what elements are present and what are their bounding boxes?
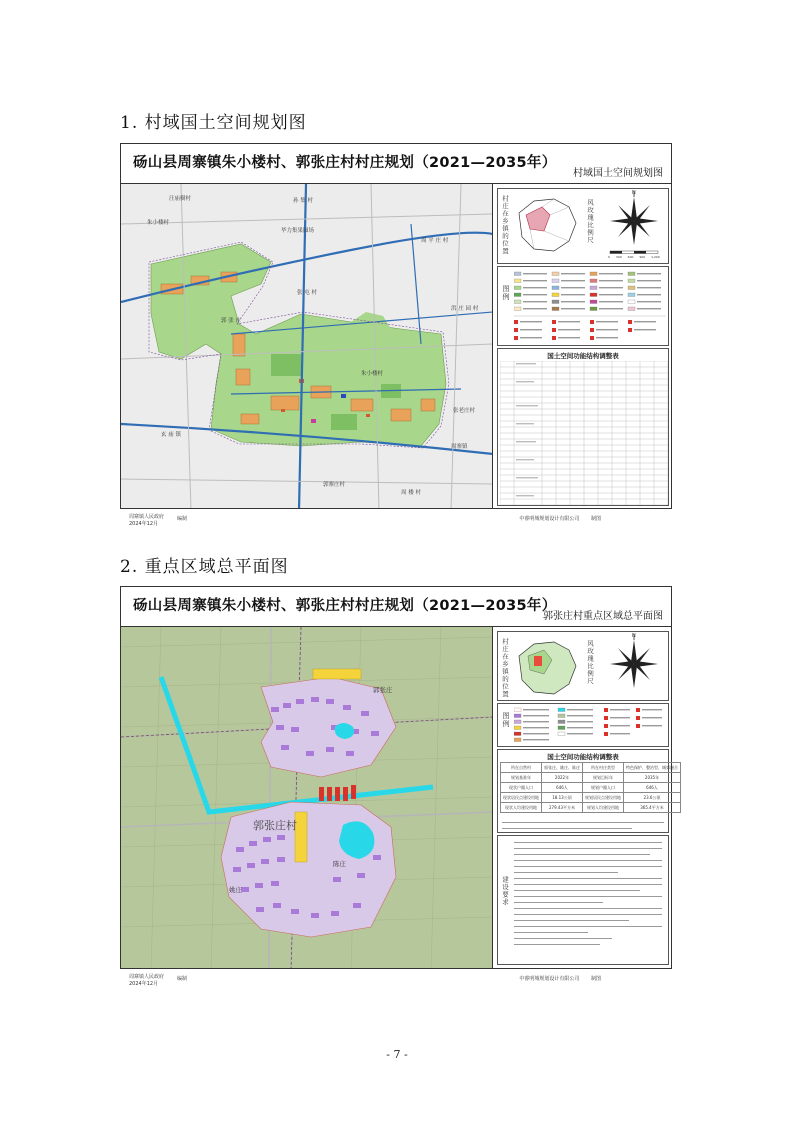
scale-tick: 0	[608, 255, 610, 259]
key-area-map	[121, 627, 493, 968]
page-number: - 7 -	[386, 1048, 408, 1061]
map-label: 玄 庙 镇	[161, 432, 181, 438]
sheet-title-bar	[121, 144, 671, 184]
table-cell: 现状户籍人口	[501, 783, 542, 793]
scale-labels	[608, 255, 660, 259]
sheet-title-bar	[121, 587, 671, 627]
table-cell: 规划目标年	[583, 773, 624, 783]
map-label: 周 楼 村	[401, 490, 421, 496]
key-area-plan-sheet	[120, 586, 678, 987]
requirements-box	[497, 835, 669, 965]
township-location-map	[514, 193, 580, 257]
footer-designer-name: 中睿明城规划设计有限公司	[519, 516, 580, 522]
plan-table	[500, 762, 681, 813]
footer-compiled: 编制	[177, 976, 188, 982]
scale-tick: 900	[639, 255, 646, 259]
map-label: 郭寨庄村	[323, 482, 346, 488]
sheet-main-title: 砀山县周寨镇朱小楼村、郭张庄村村庄规划（2021—2035年）	[133, 155, 557, 171]
footer-government-name: 周寨镇人民政府	[129, 974, 165, 980]
map-label: 朱小楼村	[147, 220, 170, 226]
table-cell: 规划人均建设用地	[583, 803, 624, 813]
legend-box	[497, 266, 669, 346]
table-cell: 现状人均建设用地	[501, 803, 542, 813]
village-label: 郭张庄村	[253, 819, 297, 832]
sheet-subtitle: 郭张庄村重点区域总平面图	[543, 611, 663, 622]
map-label: 郭 张 庄	[221, 318, 241, 324]
footer-government	[129, 514, 164, 528]
table-cell: 所在村庄类型	[583, 763, 624, 773]
land-use-map	[121, 184, 493, 508]
sheet-main-title: 砀山县周寨镇朱小楼村、郭张庄村村庄规划（2021—2035年）	[133, 598, 557, 614]
footer-designer	[519, 975, 601, 982]
footer-drawn: 制图	[590, 976, 601, 982]
requirements-label: 建设要求	[501, 876, 509, 906]
location-label: 村庄在乡镇的位置	[501, 638, 509, 698]
table-cell: 郭张庄、姚庄、陈庄	[542, 763, 583, 773]
footer-designer-name: 中睿明城规划设计有限公司	[519, 976, 580, 982]
scale-tick: 1,200	[651, 255, 660, 259]
footer-government	[129, 974, 164, 988]
table-cell: 365.4平方米	[624, 803, 681, 813]
map-label: 张老庄村	[453, 408, 476, 414]
map-label: 毕力集果园场	[281, 228, 315, 234]
table-row	[501, 803, 681, 813]
table-cell: 规划户籍人口	[583, 783, 624, 793]
table-cell: 646人	[624, 783, 681, 793]
wind-rose-label: 风玫瑰比例尺	[586, 199, 594, 244]
township-location-map	[514, 636, 580, 698]
wind-rose-icon	[602, 634, 666, 698]
footer-date: 2024年12月	[129, 981, 159, 987]
table-cell: 2022年	[542, 773, 583, 783]
scale-tick: 600	[627, 255, 634, 259]
legend-panel	[493, 184, 671, 508]
table-cell: 279.43平方米	[542, 803, 583, 813]
map-label: 洪 庄 园 村	[451, 306, 479, 312]
table-row	[501, 793, 681, 803]
section-heading-1: 1. 村域国土空间规划图	[120, 113, 307, 133]
map-label: 姚庄	[229, 886, 242, 894]
footer-compiled: 编制	[177, 516, 188, 522]
map-label: 孙 集 村	[293, 198, 313, 204]
legend-label: 图例	[502, 285, 510, 301]
footer-designer	[519, 515, 601, 522]
location-label: 村庄在乡镇的位置	[501, 195, 509, 255]
wind-rose-label: 风玫瑰比例尺	[586, 640, 594, 685]
table-cell: 2035年	[624, 773, 681, 783]
map-label: 朱小楼村	[361, 371, 384, 377]
legend-swatches	[514, 707, 666, 745]
adjustment-table-box	[497, 348, 669, 506]
north-label: N	[632, 633, 636, 639]
key-area-map-graphic	[121, 627, 493, 968]
table-cell: 特色保护、整治型、城郊融合	[624, 763, 681, 773]
table-title: 国土空间功能结构调整表	[547, 753, 619, 761]
footer-date: 2024年12月	[129, 521, 159, 527]
table-row	[501, 783, 681, 793]
table-row	[501, 773, 681, 783]
map-label: 汪庙樹村	[169, 196, 192, 202]
adjustment-table-grid	[500, 361, 668, 505]
map-label: 张 屯 村	[297, 290, 317, 296]
location-box	[497, 188, 669, 264]
table-cell: 所在自然村	[501, 763, 542, 773]
table-cell: 23.6公顷	[624, 793, 681, 803]
map-label: 陈庄	[333, 860, 346, 868]
table-cell: 646人	[542, 783, 583, 793]
scale-tick: 300	[615, 255, 622, 259]
north-label: N	[632, 190, 636, 196]
footer-government-name: 周寨镇人民政府	[129, 514, 165, 520]
table-cell: 规划居民点建设用地	[583, 793, 624, 803]
location-box	[497, 631, 669, 701]
table-title: 国土空间功能结构调整表	[547, 352, 619, 360]
table-cell: 18.13公顷	[542, 793, 583, 803]
table-cell: 现状居民点建设用地	[501, 793, 542, 803]
requirements-text	[514, 842, 662, 950]
map-label: 周 平 庄 村	[421, 238, 449, 244]
land-use-plan-sheet	[120, 143, 672, 527]
map-label: 周寨镇	[451, 444, 468, 450]
legend-label: 图例	[502, 712, 510, 728]
legend-box	[497, 703, 669, 747]
footer-drawn: 制图	[590, 516, 601, 522]
table-cell: 规划基准年	[501, 773, 542, 783]
legend-swatches	[514, 270, 666, 344]
wind-rose-icon	[602, 191, 666, 259]
sheet-subtitle: 村域国土空间规划图	[573, 168, 663, 179]
plan-table-box	[497, 749, 678, 833]
map-label: 郭张庄	[373, 686, 393, 694]
table-notes	[502, 822, 664, 834]
section-heading-2: 2. 重点区域总平面图	[120, 557, 289, 577]
table-row	[501, 763, 681, 773]
legend-panel	[493, 627, 678, 968]
